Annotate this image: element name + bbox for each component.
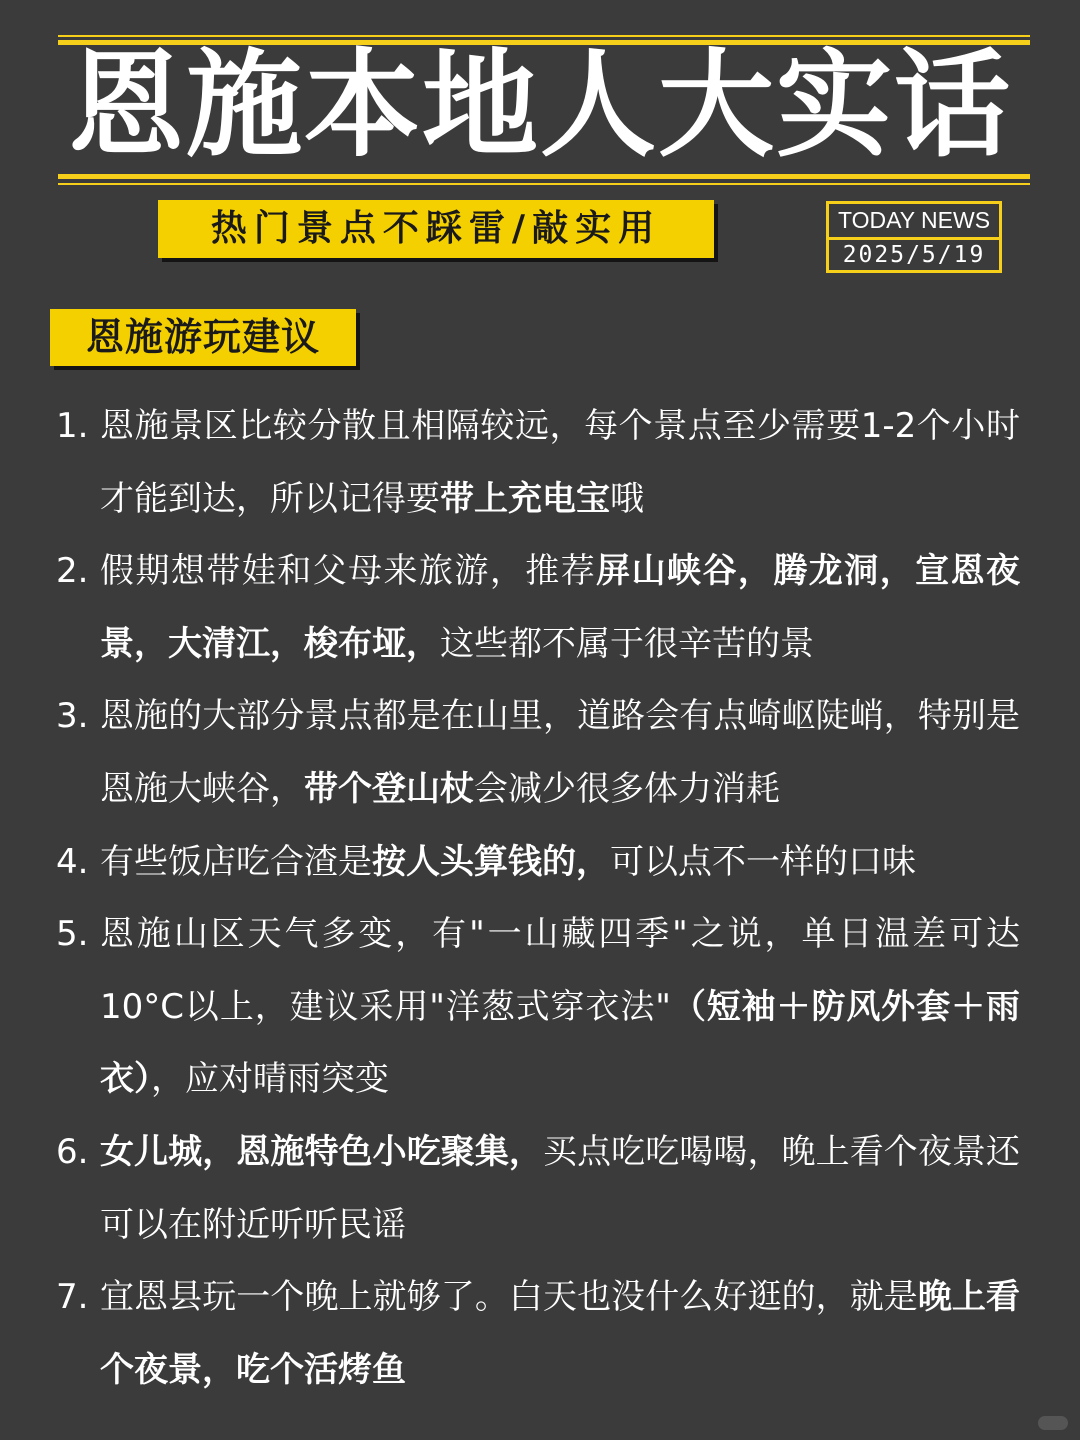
tip-number: 7. [56, 1277, 89, 1318]
watermark-logo [1038, 1416, 1068, 1430]
tip-text: 恩施景区比较分散且相隔较远，每个景点至少需要1-2个小时才能到达，所以记得要带上充电宝哦 [100, 406, 1020, 519]
today-news-label: TODAY NEWS [829, 204, 999, 240]
bottom-rule-thick [58, 174, 1030, 179]
tip-number: 1. [56, 406, 89, 446]
tip-item [56, 898, 1026, 1116]
tip-number: 5. [56, 914, 89, 955]
subtitle-banner: 热门景点不踩雷/敲实用 [158, 200, 714, 258]
tip-text: 假期想带娃和父母来旅游，推荐屏山峡谷，腾龙洞，宣恩夜景，大清江，梭布垭，这些都不属于很辛苦的景 [100, 551, 1021, 664]
tip-number: 4. [56, 841, 89, 882]
tip-item [56, 535, 1026, 680]
today-news-date: 2025/5/19 [842, 242, 986, 268]
tip-item [56, 390, 1026, 535]
tip-item [56, 1116, 1026, 1261]
tip-text: 宜恩县玩一个晚上就够了。白天也没什么好逛的，就是晚上看个夜景，吃个活烤鱼 [100, 1277, 1021, 1390]
tip-text: 恩施的大部分景点都是在山里，道路会有点崎岖陡峭，特别是恩施大峡谷，带个登山杖会减少很多体力消耗 [100, 696, 1020, 809]
tip-item [56, 1261, 1026, 1406]
tip-item [56, 680, 1026, 825]
tip-text: 有些饭店吃合渣是按人头算钱的，可以点不一样的口味 [100, 841, 916, 882]
tip-item [56, 826, 1026, 899]
today-news-badge [826, 201, 1002, 273]
page-title: 恩施本地人大实话 [68, 38, 1012, 173]
tip-number: 2. [56, 551, 89, 592]
tip-number: 6. [56, 1131, 89, 1172]
bottom-rule-thin [58, 183, 1030, 185]
tip-number: 3. [56, 696, 89, 737]
tip-text: 女儿城，恩施特色小吃聚集，买点吃吃喝喝，晚上看个夜景还可以在附近听听民谣 [100, 1131, 1020, 1245]
tip-text: 恩施山区天气多变，有"一山藏四季"之说，单日温差可达10°C以上，建议采用"洋葱式穿衣法"（短袖＋防风外套＋雨衣），应对晴雨突变 [100, 914, 1021, 1100]
section-heading: 恩施游玩建议 [50, 309, 356, 366]
tips-list [56, 390, 1026, 1406]
